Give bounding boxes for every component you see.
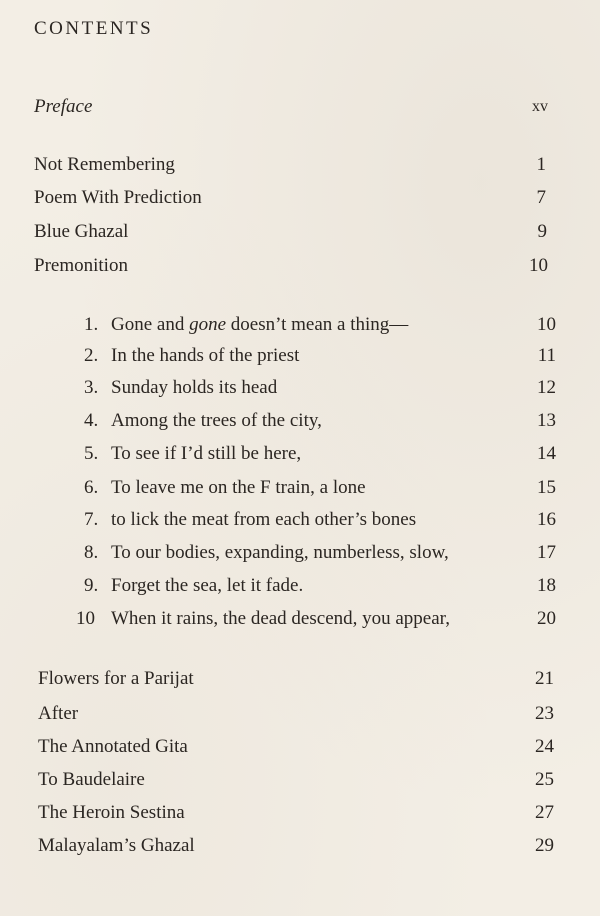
sequence-page: 10 bbox=[537, 314, 556, 335]
toc-entry-page: xv bbox=[532, 98, 548, 115]
sequence-number: 5. bbox=[84, 443, 99, 464]
contents-heading: CONTENTS bbox=[34, 18, 154, 39]
toc-entry-page: 7 bbox=[536, 187, 546, 208]
toc-entry-title: After bbox=[38, 703, 79, 724]
sequence-number: 2. bbox=[84, 345, 99, 366]
sequence-title: In the hands of the priest bbox=[111, 345, 300, 366]
sequence-number: 6. bbox=[84, 477, 99, 498]
sequence-number: 1. bbox=[84, 314, 99, 335]
sequence-page: 16 bbox=[537, 509, 556, 530]
sequence-page: 14 bbox=[537, 443, 556, 464]
toc-entry-title: Preface bbox=[34, 96, 93, 117]
toc-entry-title: Premonition bbox=[34, 255, 128, 276]
sequence-title: to lick the meat from each other’s bones bbox=[111, 509, 417, 530]
sequence-page: 17 bbox=[537, 542, 556, 563]
toc-entry-page: 27 bbox=[535, 802, 554, 823]
sequence-title: When it rains, the dead descend, you appear, bbox=[111, 608, 450, 629]
sequence-number: 4. bbox=[84, 410, 99, 431]
sequence-title: To leave me on the F train, a lone bbox=[111, 477, 366, 498]
sequence-number: 9. bbox=[84, 575, 99, 596]
sequence-page: 15 bbox=[537, 477, 556, 498]
sequence-title: To see if I’d still be here, bbox=[111, 443, 302, 464]
toc-entry-page: 9 bbox=[537, 221, 547, 242]
toc-entry-page: 25 bbox=[535, 769, 554, 790]
toc-entry-title: Malayalam’s Ghazal bbox=[38, 835, 195, 856]
sequence-page: 20 bbox=[537, 608, 556, 629]
sequence-number: 7. bbox=[84, 509, 99, 530]
sequence-number: 3. bbox=[84, 377, 99, 398]
toc-entry-page: 24 bbox=[535, 736, 554, 757]
sequence-title: Gone and gone doesn’t mean a thing— bbox=[111, 314, 409, 335]
toc-entry-page: 10 bbox=[529, 255, 548, 276]
sequence-number: 10 bbox=[76, 608, 95, 629]
sequence-page: 13 bbox=[537, 410, 556, 431]
sequence-title: Among the trees of the city, bbox=[111, 410, 322, 431]
toc-entry-title: Blue Ghazal bbox=[34, 221, 129, 242]
toc-entry-title: Poem With Prediction bbox=[34, 187, 202, 208]
toc-entry-page: 29 bbox=[535, 835, 554, 856]
toc-entry-title: The Annotated Gita bbox=[38, 736, 188, 757]
sequence-page: 18 bbox=[537, 575, 556, 596]
toc-entry-page: 1 bbox=[536, 154, 546, 175]
toc-entry-title: The Heroin Sestina bbox=[38, 802, 185, 823]
toc-entry-title: To Baudelaire bbox=[38, 769, 145, 790]
sequence-title: Sunday holds its head bbox=[111, 377, 278, 398]
sequence-title: To our bodies, expanding, numberless, slow, bbox=[111, 542, 449, 563]
sequence-title: Forget the sea, let it fade. bbox=[111, 575, 304, 596]
toc-entry-page: 23 bbox=[535, 703, 554, 724]
italic-word: gone bbox=[189, 314, 227, 335]
sequence-page: 11 bbox=[537, 345, 556, 366]
toc-entry-title: Not Remembering bbox=[34, 154, 175, 175]
sequence-page: 12 bbox=[537, 377, 556, 398]
toc-entry-title: Flowers for a Parijat bbox=[38, 668, 194, 689]
toc-entry-page: 21 bbox=[535, 668, 554, 689]
sequence-number: 8. bbox=[84, 542, 99, 563]
